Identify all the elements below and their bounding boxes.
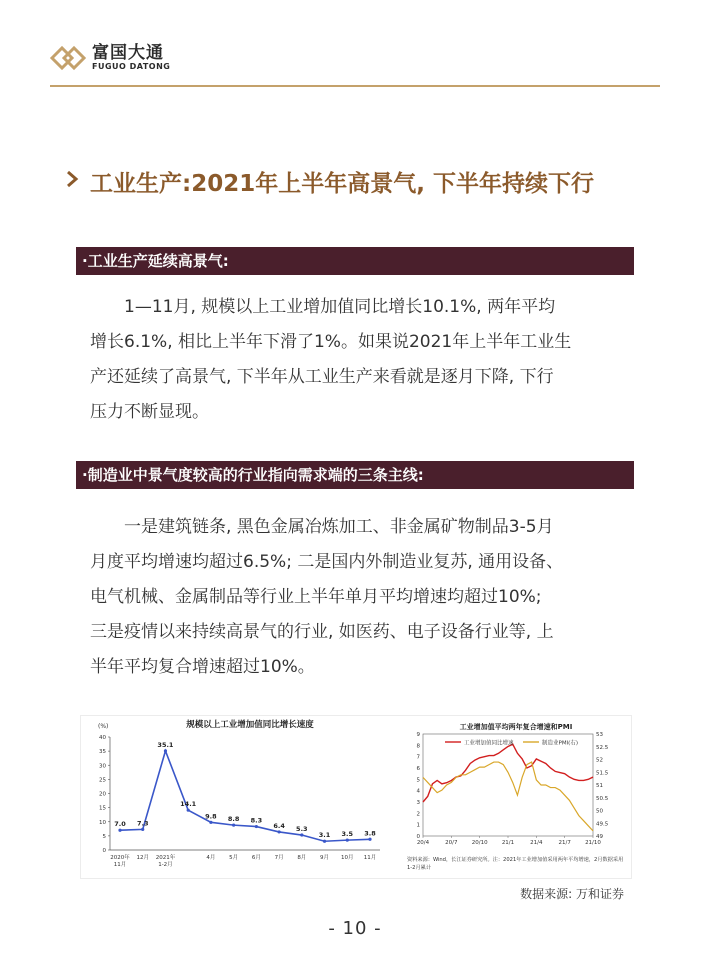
block2-heading: ·制造业中景气度较高的行业指向需求端的三条主线: — [76, 461, 634, 489]
paragraph-line: 增长6.1%, 相比上半年下滑了1%。如果说2021年上半年工业生 — [90, 332, 572, 352]
growth-line-chart — [80, 715, 395, 877]
series-line — [120, 751, 370, 841]
data-label: 3.1 — [318, 831, 331, 840]
y-tick-label: 10 — [99, 819, 106, 826]
y-tick-label: 0 — [102, 848, 106, 854]
legend-entry: 制造业PMI(右) — [542, 740, 578, 747]
chevron-right-icon — [62, 169, 82, 189]
data-label: 9.8 — [205, 812, 217, 821]
x-tick-label: 21/1 — [501, 840, 515, 846]
y-right-tick-label: 51.5 — [596, 770, 609, 777]
x-tick-label: 20/7 — [445, 840, 458, 846]
data-label: 7.0 — [114, 820, 126, 829]
data-label: 7.3 — [136, 819, 149, 828]
y-left-tick-label: 8 — [416, 743, 420, 750]
data-label: 3.5 — [341, 830, 354, 839]
y-left-tick-label: 0 — [416, 834, 420, 840]
brand-name-cn: 富国大通 — [92, 43, 164, 63]
x-tick-label: 9月 — [320, 855, 330, 861]
data-point — [346, 839, 349, 842]
header-divider — [50, 85, 660, 87]
y-tick-label: 5 — [102, 833, 106, 840]
paragraph-line: 半年平均复合增速超过10%。 — [90, 657, 315, 677]
y-right-tick-label: 49.5 — [596, 821, 609, 828]
y-right-tick-label: 50 — [596, 808, 603, 815]
x-tick-label: 21/4 — [530, 840, 543, 846]
series-line-pmi — [423, 762, 593, 831]
x-tick-label: 1-2月 — [158, 862, 173, 868]
data-label: 3.8 — [364, 829, 376, 838]
x-tick-label: 11月 — [363, 855, 377, 861]
x-tick-label: 2021年 — [155, 855, 176, 861]
data-point — [187, 809, 190, 812]
block1-heading: ·工业生产延续高景气: — [76, 247, 634, 275]
y-axis-label: (%) — [98, 723, 109, 730]
data-point — [209, 821, 212, 824]
data-point — [232, 824, 235, 827]
data-point — [255, 825, 258, 828]
y-left-tick-label: 6 — [416, 766, 420, 772]
y-tick-label: 20 — [99, 791, 106, 798]
y-tick-label: 40 — [99, 735, 106, 741]
y-tick-label: 35 — [99, 749, 106, 756]
x-tick-label: 20/4 — [416, 840, 430, 846]
y-right-tick-label: 49 — [596, 834, 603, 840]
y-right-tick-label: 52 — [596, 757, 603, 764]
x-tick-label: 10月 — [341, 855, 354, 861]
x-tick-label: 11月 — [113, 862, 127, 868]
y-right-tick-label: 52.5 — [596, 744, 609, 751]
chart-source-note: 资料来源：Wind，长江证券研究所。注：2021年工业增加值采用两年平均增速，2月数据采用1-2月累计 — [407, 857, 624, 871]
legend-entry: 工业增加值同比增速 — [464, 740, 514, 747]
paragraph-line: 三是疫情以来持续高景气的行业, 如医药、电子设备行业等, 上 — [90, 622, 554, 642]
data-label: 6.4 — [273, 821, 285, 830]
x-tick-label: 20/10 — [471, 840, 488, 846]
x-tick-label: 7月 — [274, 855, 284, 861]
y-tick-label: 30 — [99, 763, 106, 770]
y-tick-label: 15 — [99, 805, 106, 812]
y-left-tick-label: 5 — [416, 777, 420, 784]
data-point — [300, 833, 303, 836]
y-left-tick-label: 9 — [416, 732, 420, 738]
brand-name-en: FUGUO DATONG — [92, 62, 171, 71]
paragraph-line: 产还延续了高景气, 下半年从工业生产来看就是逐月下降, 下行 — [90, 367, 554, 387]
x-tick-label: 2020年 — [110, 855, 130, 861]
brand-header — [50, 38, 170, 78]
chart-title: 工业增加值平均两年复合增速和PMI — [459, 723, 573, 731]
block1-paragraph — [90, 290, 630, 430]
section-title — [90, 165, 594, 198]
data-point — [141, 828, 144, 831]
x-tick-label: 8月 — [297, 855, 307, 861]
y-left-tick-label: 4 — [416, 788, 420, 795]
x-tick-label: 5月 — [229, 855, 239, 861]
x-tick-label: 21/10 — [585, 840, 601, 846]
x-tick-label: 4月 — [206, 855, 216, 861]
plot-frame — [423, 734, 593, 836]
data-label: 14.1 — [180, 800, 197, 809]
x-tick-label: 21/7 — [558, 840, 571, 846]
block2-paragraph — [90, 510, 630, 685]
section-title-text: 工业生产:2021年上半年高景气, 下半年持续下行 — [90, 171, 594, 197]
data-point — [323, 840, 326, 843]
page-number: - 10 - — [328, 918, 382, 939]
data-label: 5.3 — [296, 825, 308, 834]
y-left-tick-label: 7 — [416, 754, 420, 761]
paragraph-line: 一是建筑链条, 黑色金属冶炼加工、非金属矿物制品3-5月 — [90, 517, 554, 537]
paragraph-line: 1—11月, 规模以上工业增加值同比增长10.1%, 两年平均 — [90, 297, 556, 317]
chart-title: 规模以上工业增加值同比增长速度 — [186, 720, 314, 730]
y-left-tick-label: 3 — [416, 800, 420, 806]
data-label: 35.1 — [157, 740, 174, 749]
y-right-tick-label: 53 — [596, 732, 603, 738]
y-left-tick-label: 1 — [416, 822, 420, 829]
chart-legend — [445, 739, 578, 747]
paragraph-line: 电气机械、金属制品等行业上半年单月平均增速均超过10%; — [90, 587, 542, 607]
data-point — [118, 829, 121, 832]
data-label: 8.3 — [250, 816, 263, 825]
y-left-tick-label: 2 — [416, 811, 420, 818]
brand-logo-icon — [50, 44, 86, 72]
y-tick-label: 25 — [99, 777, 106, 784]
data-point — [368, 838, 371, 841]
x-tick-label: 12月 — [136, 855, 149, 861]
data-point — [277, 830, 280, 833]
paragraph-line: 压力不断显现。 — [90, 402, 209, 422]
pmi-dual-axis-chart — [405, 718, 627, 878]
y-right-tick-label: 50.5 — [596, 795, 609, 802]
y-right-tick-label: 51 — [596, 783, 603, 789]
x-tick-label: 6月 — [251, 855, 261, 861]
data-point — [164, 749, 167, 752]
figure-source: 数据来源: 万和证券 — [520, 887, 624, 901]
data-label: 8.8 — [227, 815, 240, 824]
paragraph-line: 月度平均增速均超过6.5%; 二是国内外制造业复苏, 通用设备、 — [90, 552, 564, 572]
